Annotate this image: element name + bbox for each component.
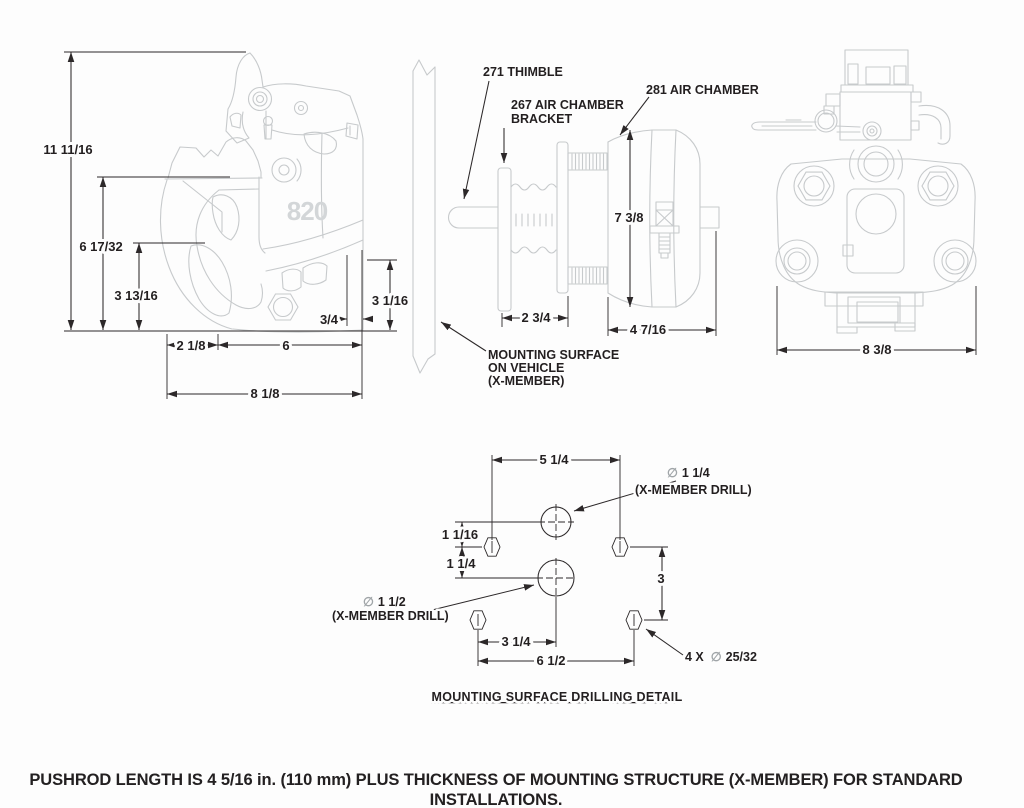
drawing-shape xyxy=(272,158,296,182)
drawing-shape xyxy=(274,298,293,317)
drawing-shape xyxy=(511,184,556,190)
dim-row-offset-2: 1 1/4 xyxy=(446,556,476,571)
drawing-shape xyxy=(911,92,921,102)
drawing-shape xyxy=(848,297,900,323)
drawing-shape xyxy=(826,94,840,106)
drawing-shape xyxy=(776,240,818,282)
dim-top-span: 5 1/4 xyxy=(539,452,569,467)
drawing-shape xyxy=(856,194,896,234)
drawing-shape xyxy=(568,267,607,284)
drawing-shape xyxy=(304,132,336,154)
dim-chamber-height: 7 3/8 xyxy=(614,210,644,225)
dim-front-overall-width: 8 3/8 xyxy=(862,342,892,357)
drawing-shape xyxy=(864,152,888,176)
drawing-shape xyxy=(295,102,308,115)
dim-bottom-span-2: 6 1/2 xyxy=(536,653,566,668)
drawing-shape xyxy=(557,142,568,293)
drawing-shape xyxy=(847,189,904,273)
drawing-shape xyxy=(259,177,265,253)
drawing-shape xyxy=(212,195,239,240)
air-chamber-view-dimensions xyxy=(441,65,759,388)
dim-row-offset-1: 1 1/16 xyxy=(441,527,479,542)
dim-mid-width: 6 xyxy=(282,338,290,353)
drawing-shape xyxy=(934,240,976,282)
drawing-shape xyxy=(168,138,261,178)
drawing-shape xyxy=(840,92,911,140)
drawing-shape xyxy=(297,159,301,181)
center-hole-callout-dia xyxy=(363,595,406,609)
drawing-shape xyxy=(160,180,232,329)
top-hole-callout-dia xyxy=(667,466,710,480)
dim-rear-offset: 3/4 xyxy=(319,312,339,327)
drawing-shape: 1 1/2 xyxy=(377,595,406,609)
dim-hook-height: 6 17/32 xyxy=(79,239,123,254)
bracket-callout-line1: 267 AIR CHAMBER xyxy=(511,98,624,112)
drawing-shape xyxy=(264,125,272,139)
drawing-shape xyxy=(230,113,241,128)
drawing-shape xyxy=(226,53,250,143)
drawing-shape xyxy=(841,85,913,92)
diameter-symbol: ∅ xyxy=(363,595,374,609)
drawing-shape xyxy=(568,153,607,170)
drawing-shape xyxy=(249,88,272,111)
drawing-shape xyxy=(659,233,670,253)
drawing-shape xyxy=(919,105,950,144)
top-hole-callout-note: (X-MEMBER DRILL) xyxy=(635,483,752,497)
dim-bottom-span-1: 3 1/4 xyxy=(501,634,531,649)
drawing-shape xyxy=(428,585,534,611)
drawing-shape xyxy=(928,176,948,196)
drawing-shape xyxy=(837,327,857,333)
drawing-shape: 25/32 xyxy=(725,650,757,664)
drawing-shape xyxy=(346,123,358,139)
diameter-symbol: ∅ xyxy=(667,466,678,480)
drawing-shape xyxy=(282,269,301,291)
drawing-shape xyxy=(413,354,435,373)
drawing-shape xyxy=(843,245,853,256)
drawing-shape xyxy=(661,253,668,258)
drawing-shape xyxy=(441,322,486,351)
drawing-shape xyxy=(620,97,649,135)
drawing-shape xyxy=(870,129,874,133)
drawing-shape xyxy=(303,263,327,284)
drawing-shape xyxy=(516,214,552,226)
center-hole-callout-note: (X-MEMBER DRILL) xyxy=(332,609,449,623)
drawing-shape xyxy=(825,292,923,306)
drawing-shape xyxy=(894,66,906,84)
dim-right-span: 3 xyxy=(657,571,665,586)
dim-front-width: 2 1/8 xyxy=(176,338,206,353)
dim-jaw-height: 3 13/16 xyxy=(114,288,158,303)
drawing-shape xyxy=(863,122,881,140)
drilling-detail xyxy=(332,452,757,704)
pushrod-note: PUSHROD LENGTH IS 4 5/16 in. (110 mm) PLUS THICKNESS OF MOUNTING STRUCTURE (X-MEMBER) FOR STANDARD INSTALLATIONS. xyxy=(29,771,963,808)
dim-bracket-depth: 2 3/4 xyxy=(521,310,551,325)
drawing-shape xyxy=(866,67,890,84)
diameter-symbol: ∅ xyxy=(710,650,722,664)
drawing-shape xyxy=(264,117,273,126)
drawing-shape xyxy=(279,165,289,175)
drawing-shape xyxy=(674,130,676,307)
drawing-shape xyxy=(233,329,363,332)
bracket-callout-line2: BRACKET xyxy=(511,112,573,126)
drawing-shape xyxy=(257,96,264,103)
drawing-shape xyxy=(676,130,700,307)
drawing-shape xyxy=(266,240,363,271)
mounting-surface-callout-line3: (X-MEMBER) xyxy=(488,374,565,388)
drawing-shape: 1 1/4 xyxy=(681,466,710,480)
drawing-shape xyxy=(165,178,262,179)
drawing-shape xyxy=(413,60,435,75)
drawing-shape xyxy=(788,252,806,270)
drawing-shape xyxy=(464,81,489,199)
small-holes-callout xyxy=(685,650,757,664)
drawing-shape xyxy=(538,504,574,540)
dim-rear-height: 3 1/16 xyxy=(371,293,409,308)
dim-overall-height: 11 11/16 xyxy=(43,142,93,157)
part-number-marking: 820 xyxy=(286,196,328,226)
drawing-shape xyxy=(946,252,964,270)
mounting-surface-callout-line2: ON VEHICLE xyxy=(488,361,565,375)
drawing-shape xyxy=(250,53,363,329)
drawing-shape xyxy=(656,210,673,226)
drawing-shape xyxy=(911,121,919,130)
drawing-shape xyxy=(511,247,556,253)
drawing-shape xyxy=(762,120,812,126)
side-view-line-art xyxy=(160,53,363,332)
drilling-detail-title: MOUNTING SURFACE DRILLING DETAIL xyxy=(431,690,683,704)
drawing-shape xyxy=(659,237,670,249)
drawing-shape xyxy=(656,202,673,210)
drawing-shape xyxy=(449,207,499,228)
drawing-shape xyxy=(650,130,652,307)
drawing-shape xyxy=(253,92,267,106)
drawing-shape xyxy=(219,189,259,190)
drawing-shape xyxy=(857,302,898,322)
drawing-shape xyxy=(867,126,877,136)
dim-chamber-depth: 4 7/16 xyxy=(629,322,667,337)
drawing-shape xyxy=(646,629,683,655)
drawing-shape xyxy=(196,190,263,309)
drawing-shape xyxy=(858,146,894,182)
drawing-shape xyxy=(919,115,941,139)
drawing-shape xyxy=(572,268,604,283)
drawing-shape xyxy=(498,168,511,311)
drawing-shape xyxy=(700,207,719,228)
drawing-shape xyxy=(541,507,571,537)
drawing-shape: 4 X xyxy=(685,650,704,664)
drawing-shape xyxy=(650,226,679,233)
air-chamber-callout: 281 AIR CHAMBER xyxy=(646,83,759,97)
drawing-shape xyxy=(848,64,858,84)
front-view-line-art xyxy=(752,50,976,333)
drawing-shape xyxy=(572,154,604,169)
drawing-shape xyxy=(804,176,824,196)
dim-overall-width: 8 1/8 xyxy=(250,386,280,401)
drawing-shape xyxy=(818,113,834,129)
drawing-shape xyxy=(536,558,576,598)
drawing-shape xyxy=(299,106,304,111)
drawing-shape xyxy=(272,128,348,135)
mounting-surface-callout-line1: MOUNTING SURFACE xyxy=(488,348,620,362)
thimble-callout: 271 THIMBLE xyxy=(483,65,563,79)
